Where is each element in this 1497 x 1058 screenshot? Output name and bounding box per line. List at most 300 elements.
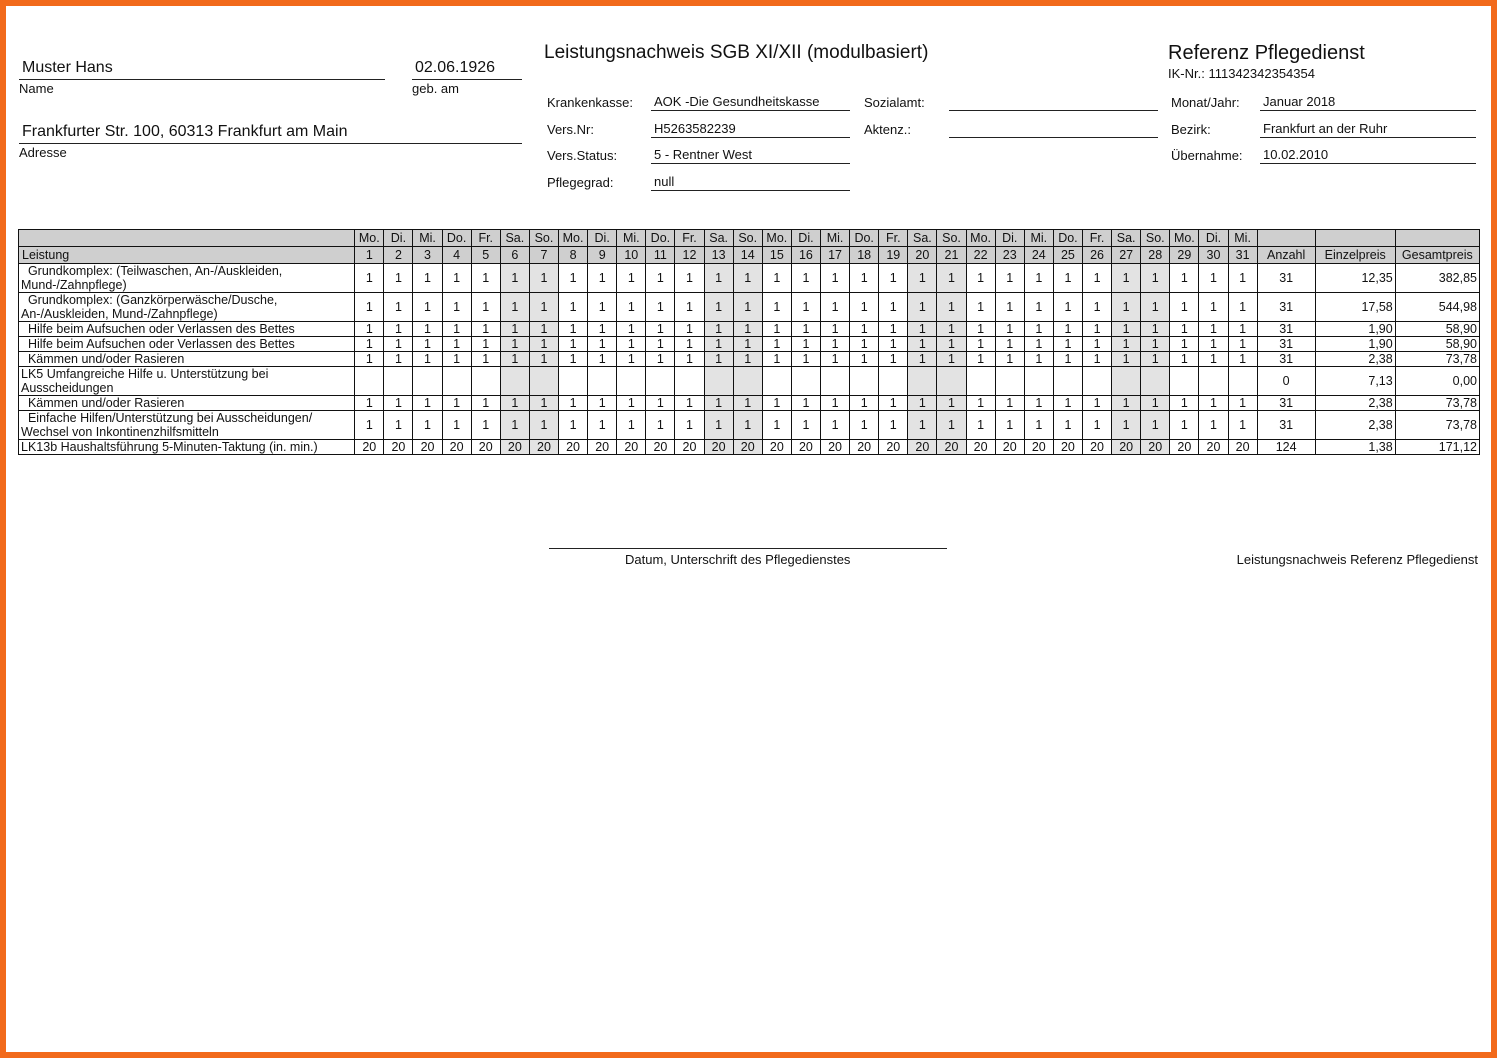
day-value-cell: 20 bbox=[850, 440, 879, 455]
day-value-cell: 1 bbox=[471, 352, 500, 367]
day-value-cell bbox=[791, 367, 820, 396]
day-value-cell: 1 bbox=[1170, 352, 1199, 367]
day-value-cell: 20 bbox=[733, 440, 762, 455]
einzelpreis-cell: 2,38 bbox=[1315, 396, 1395, 411]
day-value-cell: 20 bbox=[646, 440, 675, 455]
day-value-cell: 20 bbox=[413, 440, 442, 455]
gesamtpreis-cell: 544,98 bbox=[1395, 293, 1479, 322]
leistung-header: Leistung bbox=[19, 247, 355, 264]
day-value-cell: 1 bbox=[559, 322, 588, 337]
day-value-cell: 1 bbox=[1199, 322, 1228, 337]
day-number-header: 26 bbox=[1082, 247, 1111, 264]
day-value-cell: 1 bbox=[384, 293, 413, 322]
day-value-cell: 1 bbox=[1112, 264, 1141, 293]
day-value-cell: 1 bbox=[733, 352, 762, 367]
day-value-cell: 1 bbox=[442, 411, 471, 440]
service-name: Einfache Hilfen/Unterstützung bei Ausscheidungen/ Wechsel von Inkontinenzhilfsmitteln bbox=[19, 411, 355, 440]
service-table bbox=[18, 229, 1480, 455]
day-value-cell bbox=[879, 367, 908, 396]
day-value-cell: 1 bbox=[1024, 322, 1053, 337]
day-value-cell: 1 bbox=[937, 337, 966, 352]
weekday-header: Sa. bbox=[704, 230, 733, 247]
day-number-header: 25 bbox=[1053, 247, 1082, 264]
day-value-cell bbox=[966, 367, 995, 396]
day-value-cell: 1 bbox=[733, 264, 762, 293]
weekday-header: Mi. bbox=[1024, 230, 1053, 247]
provider-ik: IK-Nr.: 111342342354354 bbox=[1168, 66, 1315, 81]
provider-name: Referenz Pflegedienst bbox=[1168, 42, 1365, 64]
day-value-cell: 1 bbox=[1170, 293, 1199, 322]
day-value-cell: 1 bbox=[384, 411, 413, 440]
day-number-header: 11 bbox=[646, 247, 675, 264]
day-value-cell bbox=[1082, 367, 1111, 396]
day-number-header: 20 bbox=[908, 247, 937, 264]
day-value-cell: 1 bbox=[500, 352, 529, 367]
day-value-cell bbox=[529, 367, 558, 396]
header-blank bbox=[1315, 230, 1395, 247]
day-value-cell: 1 bbox=[442, 264, 471, 293]
day-value-cell: 1 bbox=[675, 264, 704, 293]
day-value-cell bbox=[733, 367, 762, 396]
weekday-header: So. bbox=[733, 230, 762, 247]
day-value-cell: 1 bbox=[442, 352, 471, 367]
day-value-cell: 1 bbox=[1170, 322, 1199, 337]
day-value-cell: 1 bbox=[879, 337, 908, 352]
day-number-header: 24 bbox=[1024, 247, 1053, 264]
day-value-cell bbox=[384, 367, 413, 396]
day-value-cell: 1 bbox=[733, 337, 762, 352]
day-value-cell: 1 bbox=[529, 264, 558, 293]
day-value-cell bbox=[559, 367, 588, 396]
day-value-cell: 1 bbox=[413, 352, 442, 367]
day-value-cell: 1 bbox=[675, 352, 704, 367]
day-value-cell bbox=[821, 367, 850, 396]
day-value-cell: 20 bbox=[821, 440, 850, 455]
day-value-cell bbox=[908, 367, 937, 396]
day-value-cell bbox=[995, 367, 1024, 396]
day-value-cell: 1 bbox=[1112, 337, 1141, 352]
day-value-cell: 1 bbox=[1082, 352, 1111, 367]
service-name: Grundkomplex: (Teilwaschen, An-/Auskleiden, Mund-/Zahnpflege) bbox=[19, 264, 355, 293]
weekday-header: Do. bbox=[442, 230, 471, 247]
day-value-cell: 1 bbox=[529, 337, 558, 352]
day-value-cell: 20 bbox=[995, 440, 1024, 455]
birthdate-caption: geb. am bbox=[412, 81, 459, 96]
day-value-cell: 1 bbox=[879, 322, 908, 337]
day-value-cell: 1 bbox=[821, 293, 850, 322]
aktenz-field bbox=[949, 121, 1158, 138]
day-value-cell: 1 bbox=[850, 411, 879, 440]
versnr-field: H5263582239 bbox=[651, 121, 850, 138]
day-value-cell: 1 bbox=[588, 264, 617, 293]
service-name: Kämmen und/oder Rasieren bbox=[19, 352, 355, 367]
day-value-cell: 1 bbox=[500, 322, 529, 337]
day-value-cell: 1 bbox=[966, 293, 995, 322]
day-value-cell bbox=[500, 367, 529, 396]
day-number-header: 31 bbox=[1228, 247, 1257, 264]
day-value-cell: 1 bbox=[355, 411, 384, 440]
day-value-cell: 1 bbox=[821, 264, 850, 293]
day-value-cell: 1 bbox=[937, 264, 966, 293]
day-value-cell: 1 bbox=[733, 293, 762, 322]
day-value-cell: 1 bbox=[355, 293, 384, 322]
day-value-cell: 1 bbox=[733, 396, 762, 411]
day-number-header: 18 bbox=[850, 247, 879, 264]
day-value-cell: 1 bbox=[1199, 352, 1228, 367]
day-value-cell: 1 bbox=[879, 396, 908, 411]
gesamtpreis-header: Gesamtpreis bbox=[1395, 247, 1479, 264]
day-value-cell: 1 bbox=[995, 396, 1024, 411]
day-value-cell: 1 bbox=[1053, 293, 1082, 322]
service-name: Grundkomplex: (Ganzkörperwäsche/Dusche, An-/Auskleiden, Mund-/Zahnpflege) bbox=[19, 293, 355, 322]
day-value-cell: 1 bbox=[559, 293, 588, 322]
page-title: Leistungsnachweis SGB XI/XII (modulbasiert) bbox=[544, 42, 929, 63]
day-value-cell: 1 bbox=[500, 337, 529, 352]
day-number-header: 27 bbox=[1112, 247, 1141, 264]
day-value-cell: 20 bbox=[588, 440, 617, 455]
weekday-header: Sa. bbox=[1112, 230, 1141, 247]
day-value-cell: 1 bbox=[384, 264, 413, 293]
day-value-cell bbox=[1141, 367, 1170, 396]
day-value-cell: 1 bbox=[384, 396, 413, 411]
day-value-cell: 1 bbox=[617, 396, 646, 411]
day-value-cell: 1 bbox=[966, 264, 995, 293]
day-value-cell: 1 bbox=[1141, 352, 1170, 367]
day-number-header: 4 bbox=[442, 247, 471, 264]
day-value-cell: 20 bbox=[500, 440, 529, 455]
day-value-cell: 1 bbox=[413, 264, 442, 293]
day-number-header: 19 bbox=[879, 247, 908, 264]
day-value-cell: 20 bbox=[704, 440, 733, 455]
day-value-cell: 1 bbox=[471, 396, 500, 411]
day-value-cell: 1 bbox=[879, 411, 908, 440]
weekday-header-row bbox=[19, 230, 1480, 247]
day-value-cell: 20 bbox=[1112, 440, 1141, 455]
day-value-cell bbox=[1112, 367, 1141, 396]
weekday-header: Di. bbox=[791, 230, 820, 247]
day-value-cell: 1 bbox=[937, 293, 966, 322]
day-value-cell: 1 bbox=[1082, 322, 1111, 337]
day-value-cell: 1 bbox=[1228, 352, 1257, 367]
day-value-cell bbox=[617, 367, 646, 396]
day-value-cell: 1 bbox=[384, 322, 413, 337]
day-value-cell: 1 bbox=[1170, 337, 1199, 352]
day-value-cell: 1 bbox=[1228, 396, 1257, 411]
day-value-cell: 1 bbox=[1082, 411, 1111, 440]
day-value-cell: 1 bbox=[1082, 264, 1111, 293]
weekday-header: Di. bbox=[384, 230, 413, 247]
day-value-cell: 1 bbox=[995, 322, 1024, 337]
day-value-cell: 1 bbox=[966, 337, 995, 352]
day-value-cell: 1 bbox=[762, 352, 791, 367]
day-value-cell: 1 bbox=[646, 411, 675, 440]
einzelpreis-cell: 1,90 bbox=[1315, 337, 1395, 352]
day-value-cell bbox=[850, 367, 879, 396]
table-row bbox=[19, 352, 1480, 367]
day-number-header: 1 bbox=[355, 247, 384, 264]
header-blank bbox=[19, 230, 355, 247]
day-value-cell: 1 bbox=[762, 322, 791, 337]
day-value-cell bbox=[1228, 367, 1257, 396]
day-value-cell: 1 bbox=[791, 293, 820, 322]
service-name: Hilfe beim Aufsuchen oder Verlassen des Bettes bbox=[19, 337, 355, 352]
krankenkasse-field: AOK -Die Gesundheitskasse bbox=[651, 94, 850, 111]
day-value-cell: 1 bbox=[850, 264, 879, 293]
table-row bbox=[19, 367, 1480, 396]
day-value-cell: 1 bbox=[1199, 293, 1228, 322]
day-value-cell: 1 bbox=[1112, 396, 1141, 411]
weekday-header: Di. bbox=[588, 230, 617, 247]
day-value-cell: 1 bbox=[529, 411, 558, 440]
day-value-cell: 1 bbox=[471, 337, 500, 352]
weekday-header: Fr. bbox=[879, 230, 908, 247]
day-value-cell: 1 bbox=[413, 293, 442, 322]
day-value-cell: 1 bbox=[355, 264, 384, 293]
day-value-cell: 1 bbox=[588, 411, 617, 440]
weekday-header: So. bbox=[937, 230, 966, 247]
day-value-cell: 1 bbox=[1199, 396, 1228, 411]
weekday-header: Fr. bbox=[675, 230, 704, 247]
service-name: Kämmen und/oder Rasieren bbox=[19, 396, 355, 411]
table-row bbox=[19, 337, 1480, 352]
day-number-header: 30 bbox=[1199, 247, 1228, 264]
day-value-cell: 1 bbox=[1141, 264, 1170, 293]
day-number-header: 17 bbox=[821, 247, 850, 264]
day-value-cell: 1 bbox=[675, 411, 704, 440]
anzahl-cell: 31 bbox=[1257, 352, 1315, 367]
day-value-cell: 1 bbox=[704, 411, 733, 440]
gesamtpreis-cell: 0,00 bbox=[1395, 367, 1479, 396]
day-value-cell: 1 bbox=[1053, 337, 1082, 352]
einzelpreis-cell: 1,90 bbox=[1315, 322, 1395, 337]
weekday-header: Mo. bbox=[559, 230, 588, 247]
weekday-header: Mi. bbox=[617, 230, 646, 247]
day-value-cell: 1 bbox=[762, 293, 791, 322]
day-value-cell: 1 bbox=[821, 322, 850, 337]
address-caption: Adresse bbox=[19, 145, 67, 160]
day-value-cell: 1 bbox=[559, 264, 588, 293]
day-value-cell: 1 bbox=[850, 396, 879, 411]
day-value-cell: 1 bbox=[1053, 352, 1082, 367]
day-number-header: 5 bbox=[471, 247, 500, 264]
day-value-cell: 1 bbox=[442, 396, 471, 411]
day-number-header: 14 bbox=[733, 247, 762, 264]
day-value-cell bbox=[675, 367, 704, 396]
sozialamt-label: Sozialamt: bbox=[864, 95, 925, 110]
day-value-cell: 1 bbox=[529, 293, 558, 322]
day-value-cell: 20 bbox=[1170, 440, 1199, 455]
anzahl-cell: 31 bbox=[1257, 337, 1315, 352]
day-value-cell: 1 bbox=[908, 411, 937, 440]
weekday-header: So. bbox=[529, 230, 558, 247]
day-value-cell: 1 bbox=[442, 293, 471, 322]
day-value-cell: 1 bbox=[937, 352, 966, 367]
day-value-cell: 1 bbox=[1082, 293, 1111, 322]
day-value-cell: 1 bbox=[879, 293, 908, 322]
day-value-cell: 20 bbox=[529, 440, 558, 455]
day-number-header: 10 bbox=[617, 247, 646, 264]
einzelpreis-cell: 2,38 bbox=[1315, 411, 1395, 440]
day-value-cell: 1 bbox=[850, 337, 879, 352]
day-value-cell: 1 bbox=[471, 322, 500, 337]
day-value-cell: 20 bbox=[791, 440, 820, 455]
day-value-cell: 1 bbox=[1024, 411, 1053, 440]
day-value-cell: 1 bbox=[908, 322, 937, 337]
anzahl-cell: 31 bbox=[1257, 411, 1315, 440]
versnr-label: Vers.Nr: bbox=[547, 122, 594, 137]
header-blank bbox=[1395, 230, 1479, 247]
day-value-cell: 1 bbox=[559, 352, 588, 367]
day-value-cell bbox=[1024, 367, 1053, 396]
day-value-cell: 1 bbox=[1112, 352, 1141, 367]
day-value-cell: 20 bbox=[1082, 440, 1111, 455]
day-value-cell: 20 bbox=[937, 440, 966, 455]
day-value-cell: 1 bbox=[1024, 293, 1053, 322]
day-value-cell: 20 bbox=[355, 440, 384, 455]
day-value-cell: 1 bbox=[1141, 396, 1170, 411]
day-value-cell: 1 bbox=[937, 411, 966, 440]
day-value-cell: 1 bbox=[850, 322, 879, 337]
day-number-header: 6 bbox=[500, 247, 529, 264]
day-value-cell: 20 bbox=[442, 440, 471, 455]
day-value-cell bbox=[1053, 367, 1082, 396]
patient-birthdate: 02.06.1926 bbox=[412, 59, 522, 80]
day-value-cell: 1 bbox=[995, 264, 1024, 293]
patient-name-caption: Name bbox=[19, 81, 54, 96]
day-value-cell: 1 bbox=[646, 352, 675, 367]
day-value-cell bbox=[704, 367, 733, 396]
day-value-cell: 1 bbox=[1228, 293, 1257, 322]
day-value-cell: 1 bbox=[384, 337, 413, 352]
day-value-cell: 1 bbox=[791, 264, 820, 293]
patient-address: Frankfurter Str. 100, 60313 Frankfurt am Main bbox=[19, 123, 522, 144]
day-value-cell bbox=[588, 367, 617, 396]
pflegegrad-field: null bbox=[651, 174, 850, 191]
day-value-cell: 20 bbox=[384, 440, 413, 455]
day-value-cell: 1 bbox=[1170, 264, 1199, 293]
day-value-cell: 1 bbox=[355, 337, 384, 352]
einzelpreis-cell: 2,38 bbox=[1315, 352, 1395, 367]
day-value-cell: 20 bbox=[879, 440, 908, 455]
day-number-header: 21 bbox=[937, 247, 966, 264]
table-row bbox=[19, 293, 1480, 322]
weekday-header: Fr. bbox=[1082, 230, 1111, 247]
day-value-cell: 20 bbox=[762, 440, 791, 455]
day-value-cell: 1 bbox=[442, 322, 471, 337]
day-value-cell bbox=[1170, 367, 1199, 396]
table-row bbox=[19, 440, 1480, 455]
day-value-cell: 1 bbox=[1228, 322, 1257, 337]
signature-caption: Datum, Unterschrift des Pflegedienstes bbox=[625, 552, 851, 567]
day-number-header: 7 bbox=[529, 247, 558, 264]
anzahl-cell: 31 bbox=[1257, 396, 1315, 411]
anzahl-cell: 31 bbox=[1257, 264, 1315, 293]
gesamtpreis-cell: 73,78 bbox=[1395, 352, 1479, 367]
day-value-cell: 1 bbox=[442, 337, 471, 352]
patient-name: Muster Hans bbox=[19, 59, 385, 80]
einzelpreis-cell: 7,13 bbox=[1315, 367, 1395, 396]
day-value-cell: 1 bbox=[937, 396, 966, 411]
day-value-cell bbox=[762, 367, 791, 396]
day-value-cell: 20 bbox=[617, 440, 646, 455]
day-number-header: 28 bbox=[1141, 247, 1170, 264]
day-value-cell: 1 bbox=[704, 264, 733, 293]
day-value-cell: 1 bbox=[704, 293, 733, 322]
day-value-cell: 1 bbox=[966, 352, 995, 367]
day-value-cell: 1 bbox=[617, 322, 646, 337]
day-number-header: 12 bbox=[675, 247, 704, 264]
sozialamt-field bbox=[949, 94, 1158, 111]
weekday-header: So. bbox=[1141, 230, 1170, 247]
day-value-cell: 20 bbox=[1199, 440, 1228, 455]
day-value-cell: 1 bbox=[1112, 293, 1141, 322]
day-header-row bbox=[19, 247, 1480, 264]
day-value-cell: 1 bbox=[1228, 264, 1257, 293]
gesamtpreis-cell: 171,12 bbox=[1395, 440, 1479, 455]
pflegegrad-label: Pflegegrad: bbox=[547, 175, 614, 190]
day-value-cell: 1 bbox=[559, 337, 588, 352]
day-value-cell: 1 bbox=[355, 322, 384, 337]
bezirk-label: Bezirk: bbox=[1171, 122, 1211, 137]
weekday-header: Mi. bbox=[413, 230, 442, 247]
einzelpreis-cell: 12,35 bbox=[1315, 264, 1395, 293]
day-number-header: 29 bbox=[1170, 247, 1199, 264]
day-value-cell: 1 bbox=[617, 352, 646, 367]
day-value-cell bbox=[413, 367, 442, 396]
day-value-cell: 20 bbox=[966, 440, 995, 455]
day-value-cell: 1 bbox=[704, 337, 733, 352]
day-value-cell: 1 bbox=[704, 352, 733, 367]
day-value-cell bbox=[442, 367, 471, 396]
day-value-cell: 1 bbox=[1024, 337, 1053, 352]
day-value-cell: 1 bbox=[1112, 322, 1141, 337]
day-value-cell: 1 bbox=[937, 322, 966, 337]
day-value-cell: 1 bbox=[1141, 293, 1170, 322]
day-value-cell: 1 bbox=[762, 411, 791, 440]
weekday-header: Do. bbox=[1053, 230, 1082, 247]
table-row bbox=[19, 264, 1480, 293]
day-value-cell: 1 bbox=[1199, 411, 1228, 440]
day-value-cell bbox=[355, 367, 384, 396]
day-number-header: 15 bbox=[762, 247, 791, 264]
table-row bbox=[19, 396, 1480, 411]
day-value-cell bbox=[937, 367, 966, 396]
day-value-cell: 1 bbox=[1082, 337, 1111, 352]
day-value-cell: 1 bbox=[791, 396, 820, 411]
day-value-cell: 1 bbox=[791, 322, 820, 337]
day-number-header: 22 bbox=[966, 247, 995, 264]
day-value-cell: 1 bbox=[791, 337, 820, 352]
day-value-cell: 20 bbox=[675, 440, 704, 455]
day-number-header: 13 bbox=[704, 247, 733, 264]
einzelpreis-header: Einzelpreis bbox=[1315, 247, 1395, 264]
day-value-cell: 1 bbox=[1053, 411, 1082, 440]
day-value-cell: 1 bbox=[559, 411, 588, 440]
day-value-cell: 1 bbox=[617, 411, 646, 440]
day-value-cell: 1 bbox=[1082, 396, 1111, 411]
day-value-cell: 1 bbox=[675, 396, 704, 411]
aktenz-label: Aktenz.: bbox=[864, 122, 911, 137]
day-value-cell: 20 bbox=[559, 440, 588, 455]
einzelpreis-cell: 1,38 bbox=[1315, 440, 1395, 455]
day-value-cell: 1 bbox=[995, 293, 1024, 322]
day-value-cell: 1 bbox=[966, 396, 995, 411]
service-name: LK5 Umfangreiche Hilfe u. Unterstützung bei Ausscheidungen bbox=[19, 367, 355, 396]
day-value-cell: 1 bbox=[733, 411, 762, 440]
day-value-cell: 20 bbox=[1141, 440, 1170, 455]
day-value-cell: 1 bbox=[704, 396, 733, 411]
day-value-cell: 1 bbox=[413, 337, 442, 352]
